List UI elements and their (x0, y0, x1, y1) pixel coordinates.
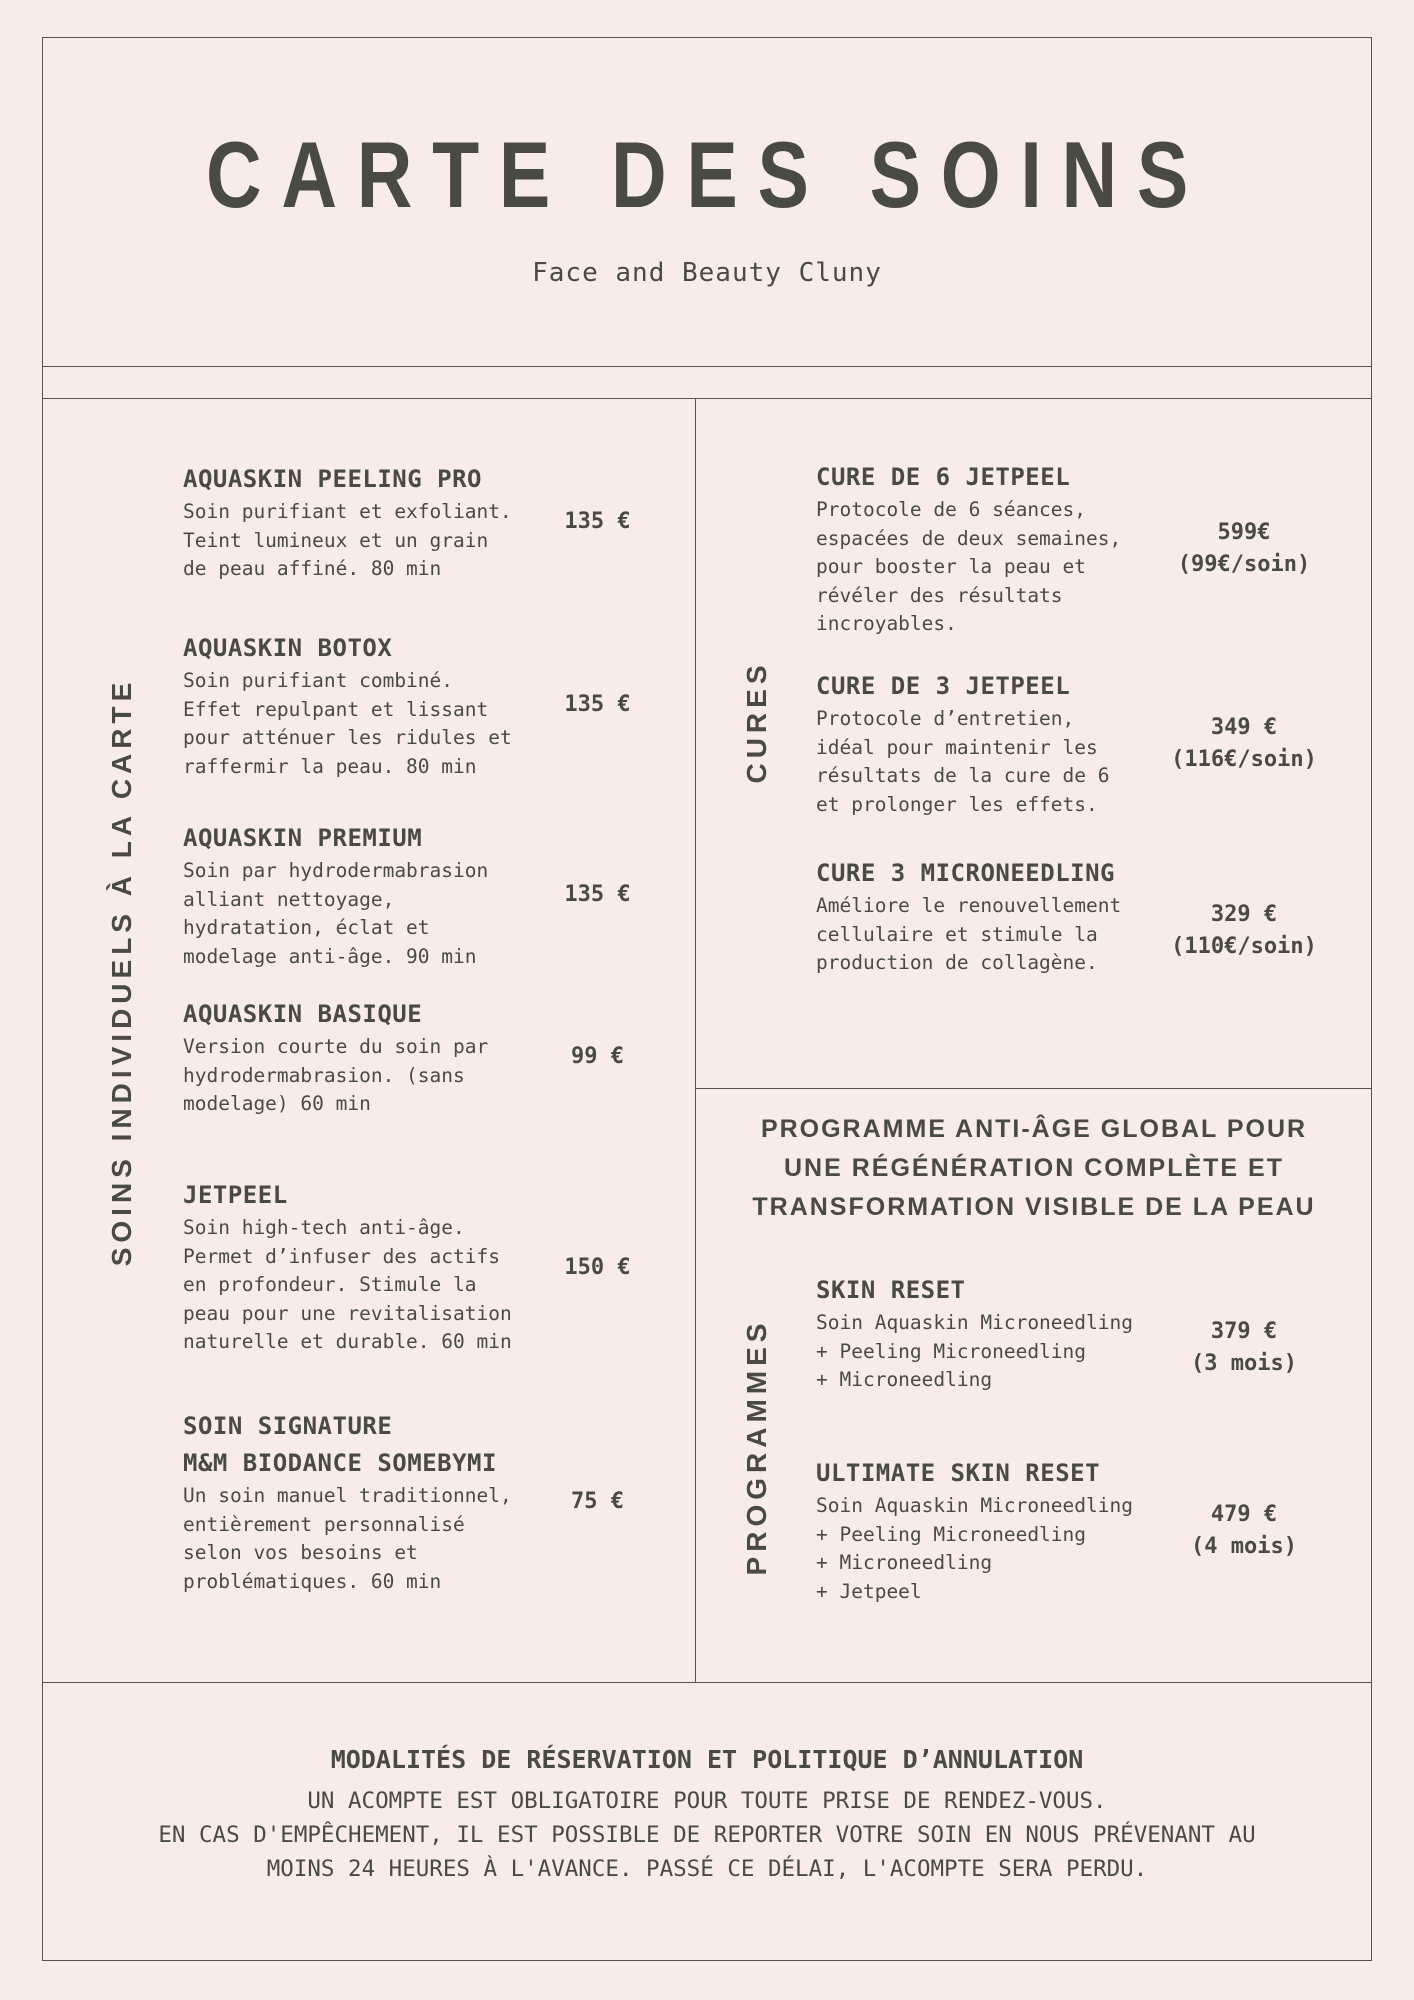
programme-description: Soin Aquaskin Microneedling + Peeling Microneedling + Microneedling (816, 1311, 1133, 1391)
soin-item (183, 996, 553, 1119)
cure-description: Protocole de 6 séances, espacées de deux semaines, pour booster la peau et révéler des résultats incroyables. (816, 498, 1122, 635)
soin-name: SOIN SIGNATURE M&M BIODANCE SOMEBYMI (183, 1412, 497, 1477)
cure-description: Améliore le renouvellement cellulaire et stimule la production de collagène. (816, 894, 1122, 974)
cure-price: 329 € (110€/soin) (1171, 902, 1317, 959)
programmes-heading: PROGRAMME ANTI-ÂGE GLOBAL POUR UNE RÉGÉNÉRATION COMPLÈTE ET TRANSFORMATION VISIBLE DE LA PEAU (752, 1115, 1316, 1221)
soin-price: 135 € (564, 882, 631, 907)
cures-programmes-divider (695, 1088, 1372, 1089)
soin-description: Soin purifiant combiné. Effet repulpant et lissant pour atténuer les ridules et raffermir la peau. 80 min (183, 669, 512, 778)
programme-name: SKIN RESET (816, 1276, 966, 1304)
soin-item (183, 1177, 553, 1357)
programme-item (816, 1455, 1176, 1606)
soin-name: AQUASKIN PREMIUM (183, 824, 423, 852)
soin-price: 99 € (571, 1044, 624, 1069)
cure-name: CURE DE 3 JETPEEL (816, 672, 1071, 700)
footer-divider (42, 1682, 1372, 1683)
soin-item (183, 461, 553, 584)
soin-item (183, 820, 553, 971)
soin-name: AQUASKIN BASIQUE (183, 1000, 423, 1028)
soin-description: Soin high-tech anti-âge. Permet d’infuser des actifs en profondeur. Stimule la peau pour une revitalisation naturelle et durable. 60 min (183, 1216, 512, 1353)
soin-name: AQUASKIN PEELING PRO (183, 465, 482, 493)
programme-description: Soin Aquaskin Microneedling + Peeling Microneedling + Microneedling + Jetpeel (816, 1494, 1133, 1603)
soin-item (183, 630, 553, 781)
soin-item (183, 1408, 553, 1596)
soin-price: 135 € (564, 692, 631, 717)
soin-name: AQUASKIN BOTOX (183, 634, 393, 662)
cure-item (816, 668, 1176, 819)
column-divider (695, 398, 696, 1682)
booking-policy-title: MODALITÉS DE RÉSERVATION ET POLITIQUE D’ANNULATION (330, 1745, 1084, 1774)
soin-price: 150 € (564, 1255, 631, 1280)
cure-price: 599€ (99€/soin) (1177, 520, 1311, 577)
programme-price: 479 € (4 mois) (1191, 1502, 1297, 1559)
programmes-section-label: PROGRAMMES (741, 1318, 772, 1576)
booking-policy-text: UN ACOMPTE EST OBLIGATOIRE POUR TOUTE PRISE DE RENDEZ-VOUS. EN CAS D'EMPÊCHEMENT, IL EST POSSIBLE DE REPORTER VOTRE SOIN EN NOUS PRÉVENANT AU MOINS 24 HEURES À L'AVANCE. PASSÉ CE DÉLAI, L'ACOMPTE SERA PERDU. (158, 1788, 1256, 1882)
soins-section-label: SOINS INDIVIDUELS À LA CARTE (106, 677, 137, 1267)
soin-price: 75 € (571, 1489, 624, 1514)
cure-item (816, 459, 1176, 639)
page-subtitle: Face and Beauty Cluny (532, 258, 882, 288)
soin-description: Un soin manuel traditionnel, entièrement personnalisé selon vos besoins et problématiques. 60 min (183, 1484, 512, 1593)
cure-price: 349 € (116€/soin) (1171, 715, 1317, 772)
page-title: CARTE DES SOINS (206, 122, 1208, 227)
cures-section-label: CURES (741, 660, 772, 784)
header-divider-top (42, 366, 1372, 367)
header-divider-bottom (42, 398, 1372, 399)
cure-name: CURE 3 MICRONEEDLING (816, 859, 1115, 887)
cure-name: CURE DE 6 JETPEEL (816, 463, 1071, 491)
soin-description: Soin purifiant et exfoliant. Teint lumineux et un grain de peau affiné. 80 min (183, 500, 512, 580)
soin-name: JETPEEL (183, 1181, 288, 1209)
programme-item (816, 1272, 1176, 1395)
soin-description: Version courte du soin par hydrodermabrasion. (sans modelage) 60 min (183, 1035, 489, 1115)
cure-description: Protocole d’entretien, idéal pour maintenir les résultats de la cure de 6 et prolonger les effets. (816, 707, 1110, 816)
cure-item (816, 855, 1176, 978)
soin-description: Soin par hydrodermabrasion alliant nettoyage, hydratation, éclat et modelage anti-âge. 90 min (183, 859, 489, 968)
programme-name: ULTIMATE SKIN RESET (816, 1459, 1101, 1487)
programme-price: 379 € (3 mois) (1191, 1319, 1297, 1376)
soin-price: 135 € (564, 509, 631, 534)
